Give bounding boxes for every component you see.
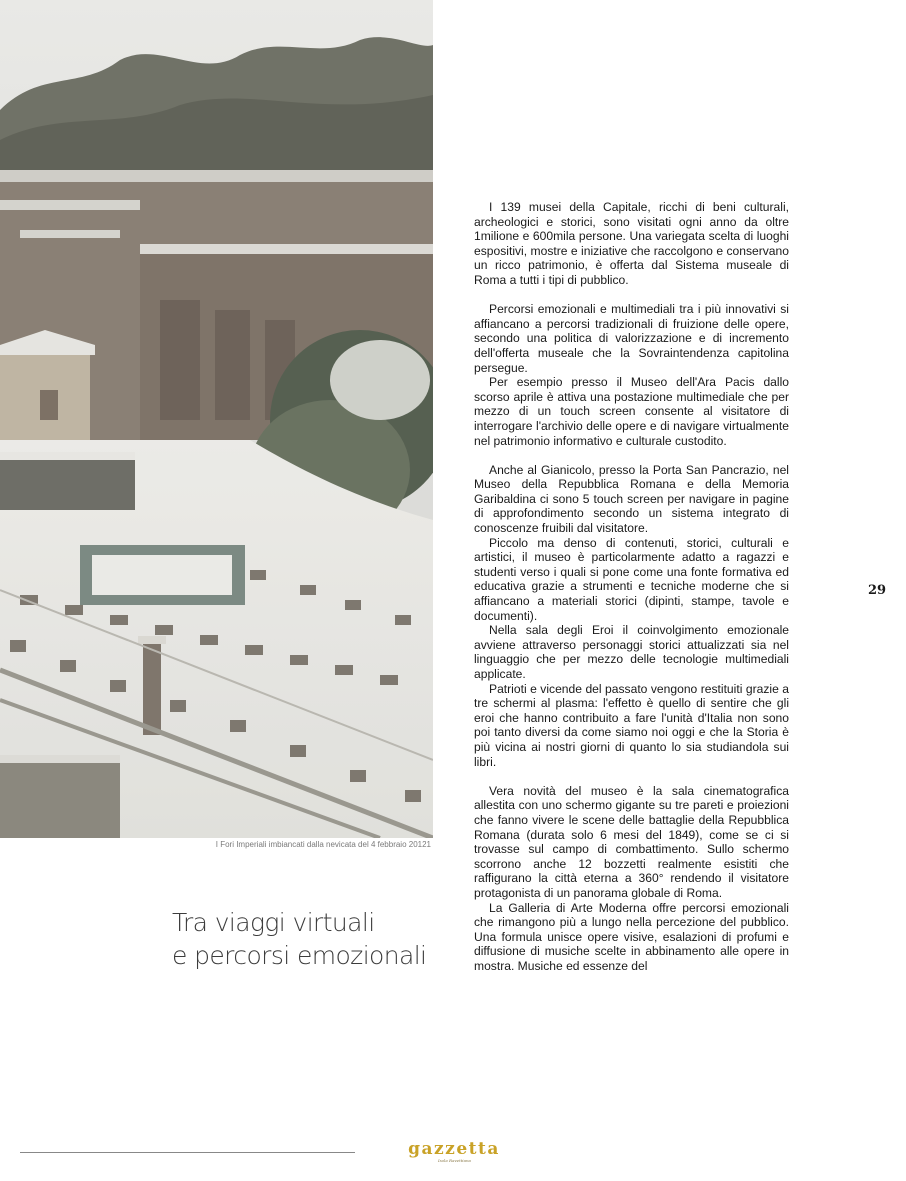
paragraph: Piccolo ma denso di contenuti, storici, culturali e artistici, il museo è particolarmente adatto a ragazzi e studenti verso i quali si pone come una fonte formativa ed educativa grazie a strumenti e tecniche moderne che si affiancano a materiali storici (dipinti, stampe, tavole e documenti). bbox=[474, 535, 789, 623]
page-number: 29 bbox=[868, 583, 887, 598]
paragraph: Patrioti e vicende del passato vengono restituiti grazie a tre schermi al plasma: l'effetto è quello di sentire che gli eroi che hanno contribuito a fare l'unità d'Italia non sono poi tanto diversi da come siamo noi oggi e che la Storia è più vicina ai nostri giorni di quanto lo sia studiandola sui libri. bbox=[474, 681, 789, 769]
photo-caption: I Fori Imperiali imbiancati dalla nevicata del 4 febbraio 20121 bbox=[215, 840, 431, 849]
footer-divider bbox=[20, 1152, 355, 1153]
headline-line-2: e percorsi emozionali bbox=[172, 941, 427, 970]
paragraph: I 139 musei della Capitale, ricchi di beni culturali, archeologici e storici, sono visitati ogni anno da oltre 1milione e 600mila persone. Una variegata scelta di luoghi espositivi, mostre e iniziative che raccolgono e conservano un ricco patrimonio, è offerta dal Sistema museale di Roma a tutti i tipi di pubblico. bbox=[474, 200, 789, 287]
paragraph: Per esempio presso il Museo dell'Ara Pacis dallo scorso aprile è attiva una postazione multimediale che per mezzo di un touch screen consente al visitatore di interrogare l'archivio delle opere e di navigare virtualmente nel patrimonio informativo e culturale custodito. bbox=[474, 375, 789, 448]
paragraph: La Galleria di Arte Moderna offre percorsi emozionali che rimangono più a lungo nella percezione del pubblico. Una formula unisce opere visive, esalazioni di profumi e diffusione di musiche scelte in abbinamento alle opere in mostra. Musiche ed essenze del bbox=[474, 900, 789, 973]
headline-line-1: Tra viaggi virtuali bbox=[172, 908, 375, 937]
paragraph: Vera novità del museo è la sala cinematografica allestita con uno schermo gigante su tre pareti e proiezioni che fanno vivere le scene delle battaglie della Repubblica Romana (durata solo 6 mesi del 1849), come se ci si trovasse sul campo di combattimento. Sullo schermo scorrono anche 12 bozzetti realmente esistiti che raffigurano la città eterna a 360° rendendo il visitatore protagonista di un panorama globale di Roma. bbox=[474, 783, 789, 900]
logo-subtitle: Isola Ravettiana bbox=[438, 1158, 471, 1163]
paragraph: Percorsi emozionali e multimediali tra i più innovativi si affiancano a percorsi tradizionali di fruizione delle opere, secondo una politica di valorizzazione e di incremento dell'offerta museale che la Sovraintendenza capitolina persegue. bbox=[474, 302, 789, 375]
article-headline bbox=[172, 906, 442, 972]
paragraph: Nella sala degli Eroi il coinvolgimento emozionale avviene attraverso personaggi storici attualizzati sia nel linguaggio che per mezzo delle tecnologie multimediali applicate. bbox=[474, 623, 789, 681]
paragraph: Anche al Gianicolo, presso la Porta San Pancrazio, nel Museo della Repubblica Romana e della Memoria Garibaldina ci sono 5 touch screen per navigare in pagine di approfondimento secondo un sistema integrato di conoscenze fruibili dal visitatore. bbox=[474, 462, 789, 536]
forum-snow-photo bbox=[0, 0, 433, 838]
gazzetta-logo bbox=[398, 1140, 510, 1168]
article-body bbox=[474, 200, 789, 973]
logo-word: gazzetta bbox=[408, 1139, 500, 1159]
